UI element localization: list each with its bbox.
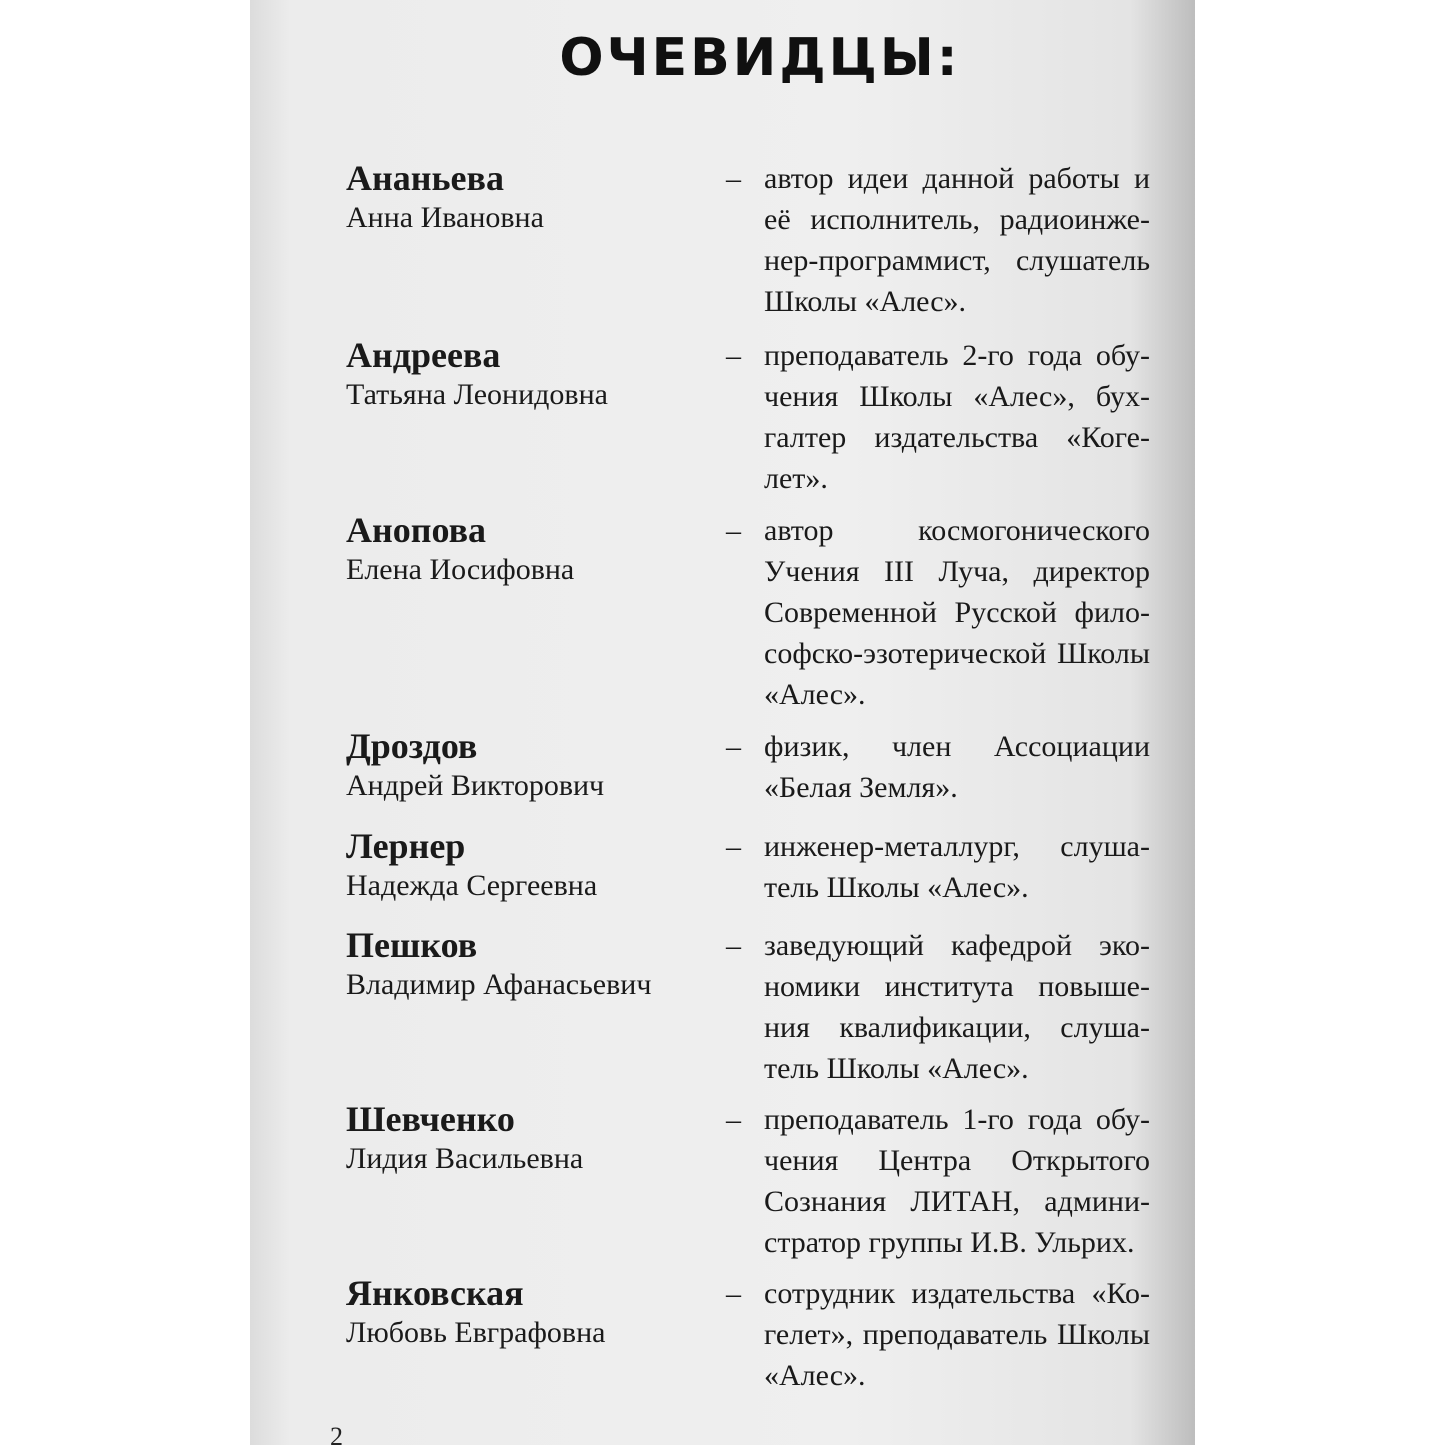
entry-surname: Янковская bbox=[346, 1273, 524, 1313]
entry-firstname: Анна Ивановна bbox=[346, 201, 544, 234]
entry-firstname: Елена Иосифовна bbox=[346, 553, 575, 586]
entry-firstname: Лидия Васильевна bbox=[346, 1142, 584, 1175]
entry-firstname: Любовь Евграфовна bbox=[346, 1316, 606, 1349]
page-number: 2 bbox=[330, 1422, 343, 1451]
entry-description: автор космогонического Учения III Луча, директор Современной Русской философско-эзотерической Школы «Алес». bbox=[764, 514, 1150, 711]
entry-description: физик, член Ассоциации «Белая Земля». bbox=[764, 730, 1150, 804]
page-title: ОЧЕВИДЦЫ: bbox=[559, 28, 961, 88]
entry-surname: Андреева bbox=[346, 335, 501, 375]
book-page bbox=[250, 0, 1195, 1451]
entry-surname: Лернер bbox=[346, 826, 466, 866]
entry-description: преподаватель 1-го года обучения Центра Открытого Сознания ЛИТАН, администратор группы И.В. Ульрих. bbox=[764, 1103, 1150, 1259]
entry-dash: – bbox=[726, 830, 741, 863]
entry-dash: – bbox=[726, 1277, 741, 1310]
entry-description: инженер-металлург, слушатель Школы «Алес». bbox=[764, 830, 1150, 904]
entry-firstname: Андрей Викторович bbox=[346, 769, 605, 802]
entry-description: сотрудник издательства «Когелет», преподаватель Школы «Алес». bbox=[764, 1277, 1150, 1392]
entry-description: автор идеи данной работы и её исполнитель, радиоинженер-программист, слушатель Школы «Алес». bbox=[764, 162, 1150, 318]
entry-surname: Шевченко bbox=[346, 1099, 515, 1139]
entry-dash: – bbox=[726, 929, 741, 962]
entry-surname: Дроздов bbox=[346, 726, 478, 766]
entry-dash: – bbox=[726, 514, 741, 547]
entry-description: преподаватель 2-го года обучения Школы «Алес», бухгалтер издательства «Когелет». bbox=[764, 339, 1150, 495]
entry-dash: – bbox=[726, 162, 741, 195]
entry-surname: Ананьева bbox=[346, 158, 504, 198]
entry-firstname: Татьяна Леонидовна bbox=[346, 378, 608, 411]
entry-firstname: Владимир Афанасьевич bbox=[346, 968, 652, 1001]
entry-surname: Пешков bbox=[346, 925, 478, 965]
entry-dash: – bbox=[726, 730, 741, 763]
entry-dash: – bbox=[726, 339, 741, 372]
entry-surname: Анопова bbox=[346, 510, 487, 550]
entry-dash: – bbox=[726, 1103, 741, 1136]
entry-description: заведующий кафедрой экономики института повышения квалификации, слушатель Школы «Алес». bbox=[764, 929, 1150, 1085]
entry-firstname: Надежда Сергеевна bbox=[346, 869, 598, 902]
